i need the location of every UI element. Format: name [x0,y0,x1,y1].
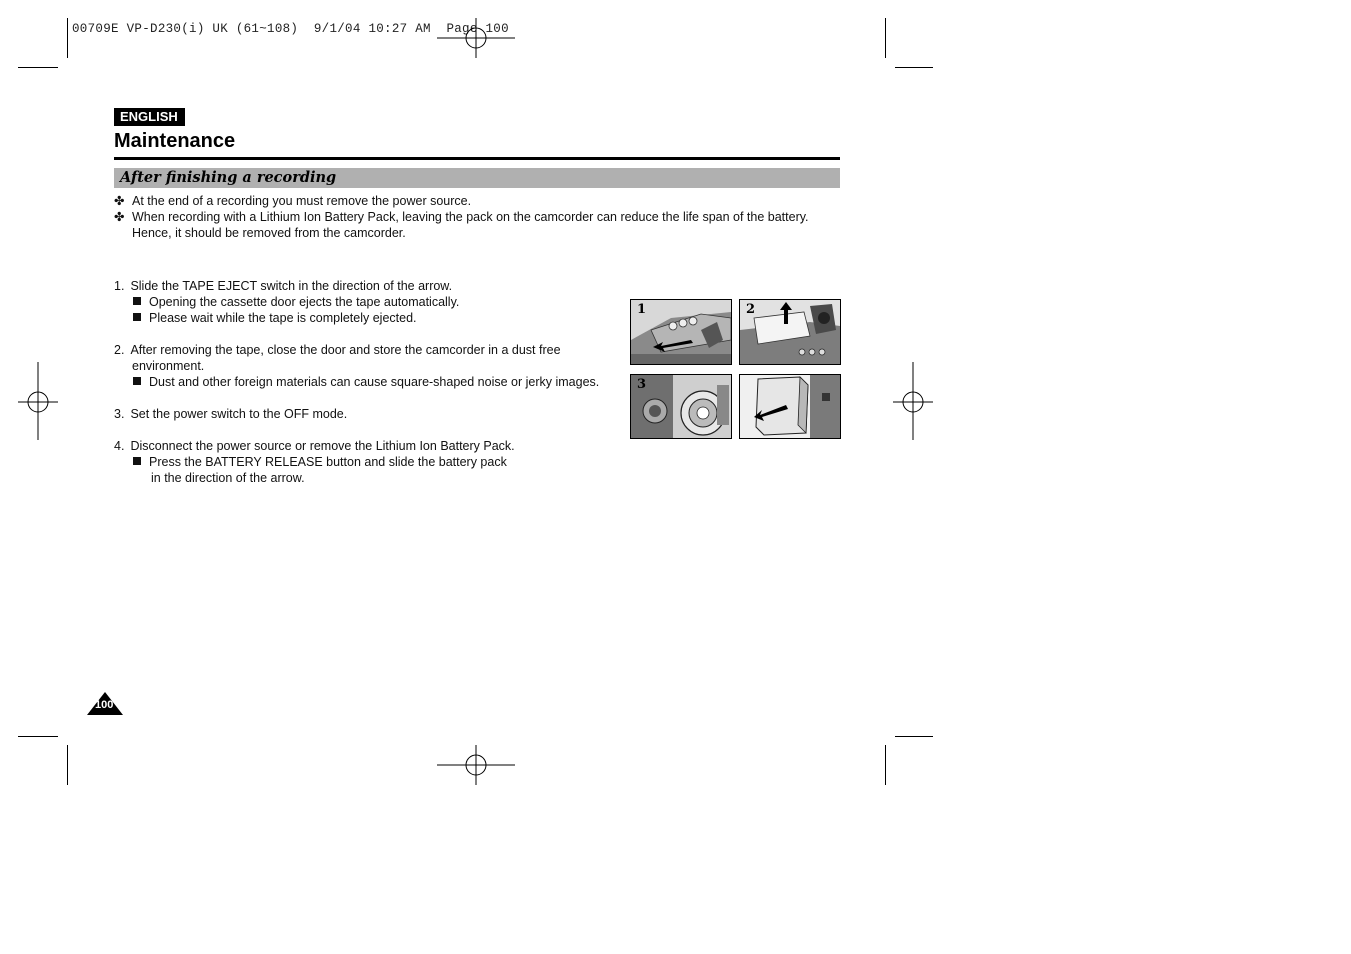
title-rule [114,157,840,160]
step-1-note-1: Opening the cassette door ejects the tape automatically. [133,294,459,310]
page-number-tab [86,690,124,716]
cross-bullet-icon: ✤ [114,194,125,208]
section-title: After finishing a recording [120,169,337,186]
page-number: 100 [95,699,114,711]
language-badge: ENGLISH [114,108,185,126]
square-bullet-icon [133,457,141,465]
section-header-bar [114,168,840,188]
registration-mark-left [18,362,60,442]
step-3: 3. Set the power switch to the OFF mode. [114,407,348,421]
figure-label-2: 2 [746,302,756,317]
figure-3-power-switch [630,374,732,439]
registration-mark-bottom [437,745,517,785]
cross-bullet-icon: ✤ [114,210,125,224]
page-title: Maintenance [114,130,236,152]
square-bullet-icon [133,297,141,305]
square-bullet-icon [133,377,141,385]
step-1: 1. Slide the TAPE EJECT switch in the direction of the arrow. [114,279,453,293]
square-bullet-icon [133,313,141,321]
step-2: 2. After removing the tape, close the door and store the camcorder in a dust free [114,343,561,357]
step-2-continued: environment. [132,359,205,373]
registration-mark-right [893,362,935,442]
print-header: 00709E VP-D230(i) UK (61~108) 9/1/04 10:27 AM Page 100 [72,22,509,36]
intro-bullet-1: ✤ At the end of a recording you must remove the power source. [114,194,472,208]
figure-label-3: 3 [637,377,647,392]
step-4-note-1: Press the BATTERY RELEASE button and slide the battery pack [133,454,507,470]
figure-label-1: 1 [637,302,647,317]
intro-bullet-2-continued: Hence, it should be removed from the camcorder. [132,226,406,240]
figure-1-tape-eject [630,299,732,365]
figure-4-battery-release [739,374,841,439]
battery-release-illustration [740,375,840,438]
figure-2-close-door [739,299,841,365]
step-1-note-2: Please wait while the tape is completely ejected. [133,310,417,326]
registration-mark-top [437,18,517,58]
step-2-note-1: Dust and other foreign materials can cause square-shaped noise or jerky images. [133,374,599,390]
intro-bullet-2: ✤ When recording with a Lithium Ion Battery Pack, leaving the pack on the camcorder can reduce the life span of the battery. [114,210,809,224]
step-4-note-1-continued: in the direction of the arrow. [151,471,305,485]
step-4: 4. Disconnect the power source or remove the Lithium Ion Battery Pack. [114,439,515,453]
